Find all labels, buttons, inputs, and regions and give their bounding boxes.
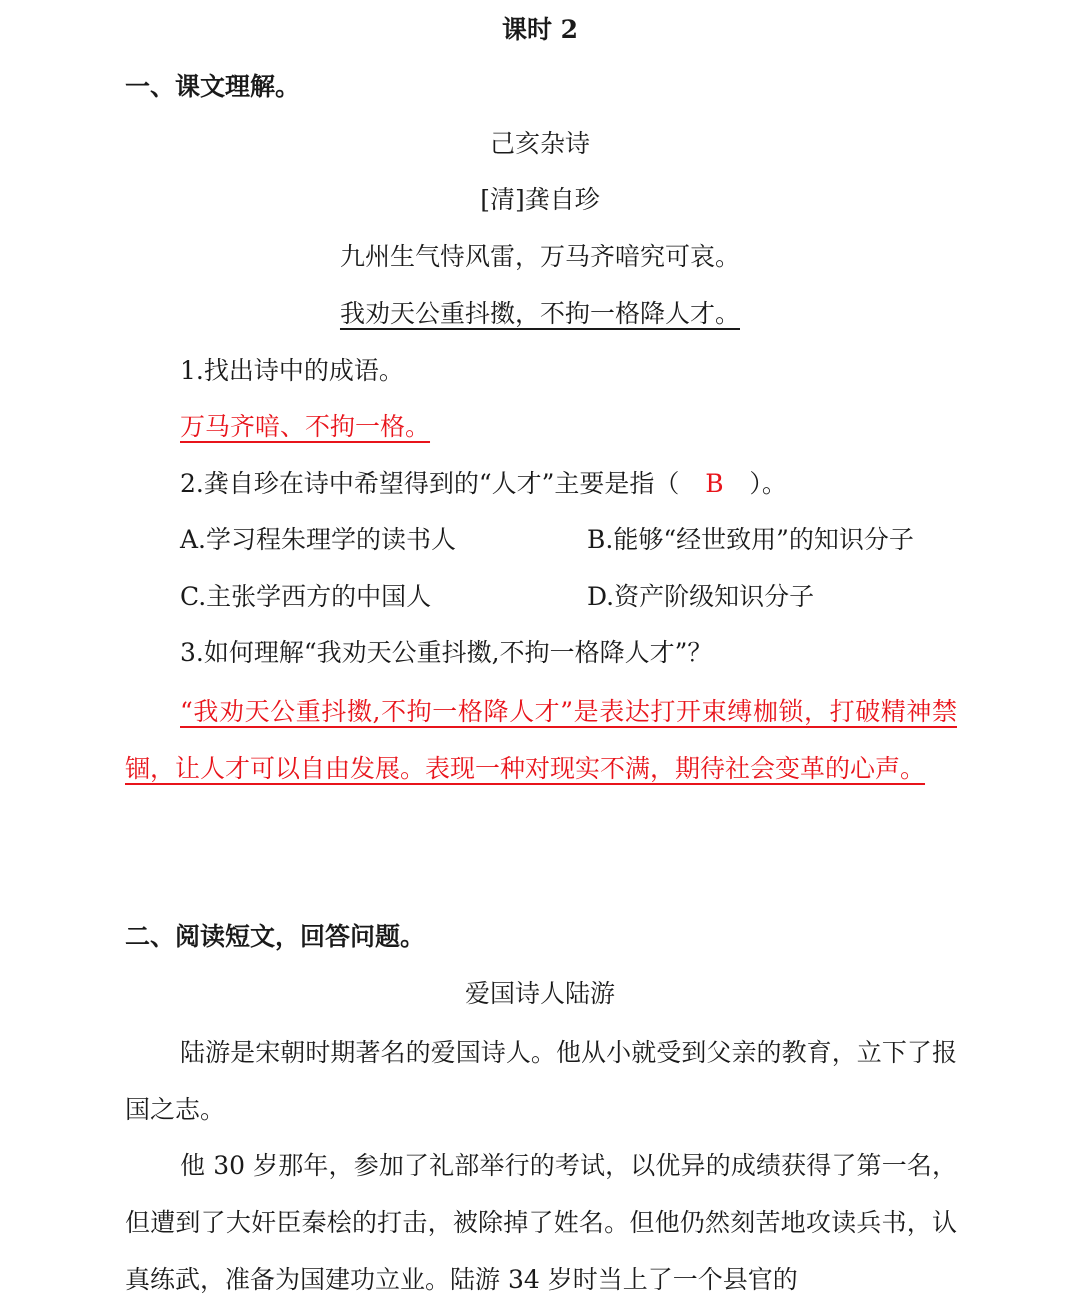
option-b: B.能够“经世致用”的知识分子 xyxy=(587,525,914,554)
section1-heading: 一、课文理解。 xyxy=(125,72,301,101)
poem-line-1: 九州生气恃风雷，万马齐喑究可哀。 xyxy=(339,242,740,271)
question-3: 3.如何理解“我劝天公重抖擞,不拘一格降人才”？ xyxy=(180,638,713,667)
option-d: D.资产阶级知识分子 xyxy=(587,582,815,611)
poem-author: [清]龚自珍 xyxy=(480,185,600,214)
lesson-title: 课时 2 xyxy=(501,15,579,44)
answer-2: B xyxy=(705,469,724,498)
article-paragraph-1: 陆游是宋朝时期著名的爱国诗人。他从小就受到父亲的教育，立下了报国之志。 xyxy=(125,1038,957,1124)
poem-line-2 xyxy=(0,297,1080,331)
question-2-text: 2.龚自珍在诗中希望得到的“人才”主要是指（ xyxy=(180,469,680,498)
question-2-close: ）。 xyxy=(749,469,787,498)
poem-line-2-text: 我劝天公重抖擞，不拘一格降人才。 xyxy=(339,299,740,328)
article-paragraph-2: 他 30 岁那年，参加了礼部举行的考试，以优异的成绩获得了第一名，但遭到了大奸臣秦桧的打击，被除掉了姓名。但他仍然刻苦地攻读兵书，认真练武，准备为国建功立业。陆游 34 岁时当上了一个县官的 xyxy=(125,1151,957,1294)
answer-3-text: “我劝天公重抖擞,不拘一格降人才”是表达打开束缚枷锁，打破精神禁锢，让人才可以自由发展。表现一种对现实不满，期待社会变革的心声。 xyxy=(125,697,957,783)
section2-heading: 二、阅读短文，回答问题。 xyxy=(125,922,426,951)
poem-title: 己亥杂诗 xyxy=(489,129,590,158)
answer-1 xyxy=(180,410,430,444)
article-title: 爱国诗人陆游 xyxy=(464,979,615,1008)
question-1: 1.找出诗中的成语。 xyxy=(180,356,404,385)
option-a: A.学习程朱理学的读书人 xyxy=(180,525,457,554)
option-c: C.主张学西方的中国人 xyxy=(180,582,432,611)
answer-1-text: 万马齐喑、不拘一格。 xyxy=(180,412,431,441)
question-2 xyxy=(180,467,787,501)
answer-3 xyxy=(125,683,957,797)
